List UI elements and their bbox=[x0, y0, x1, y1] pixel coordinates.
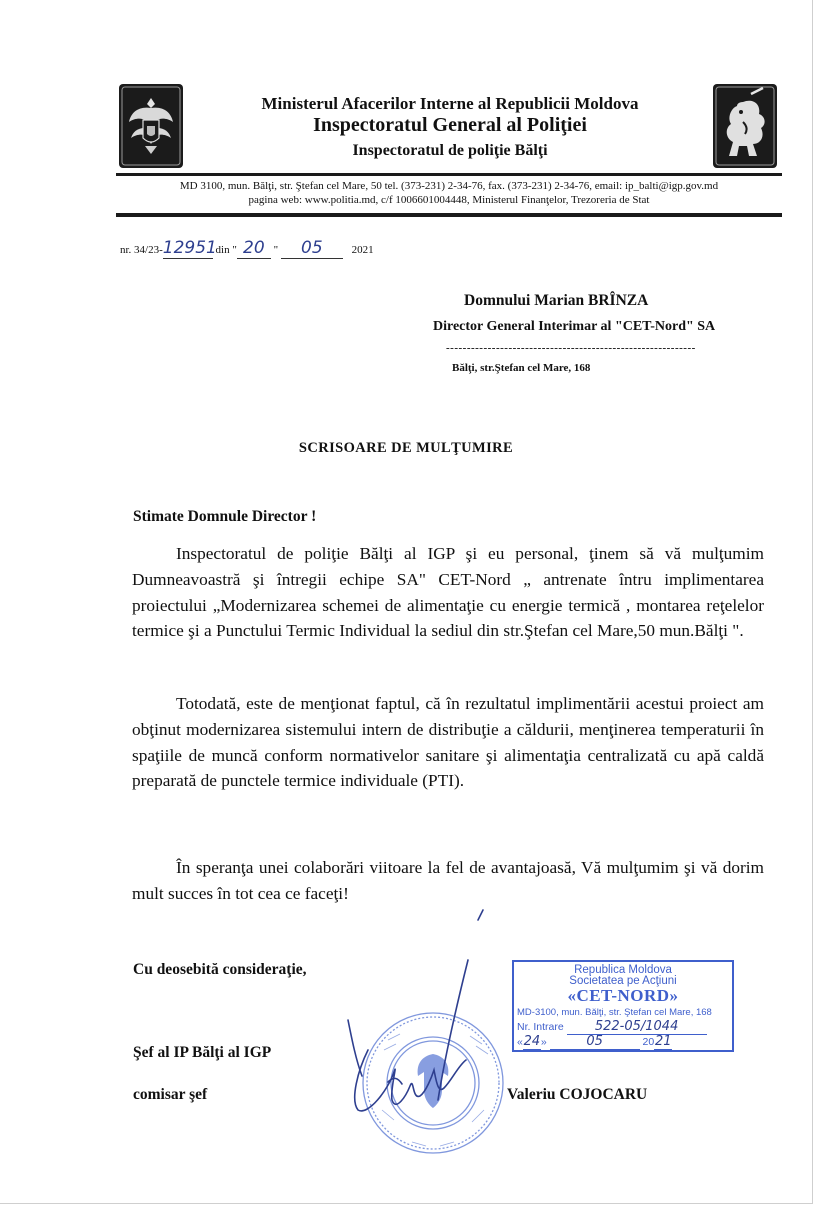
stamp-company-type: Societatea pe Acţiuni bbox=[569, 975, 677, 987]
registration-line bbox=[120, 238, 374, 259]
letter-title: SCRISOARE DE MULŢUMIRE bbox=[298, 440, 514, 456]
inspectorate-general-name: Inspectoratul General al Poliţiei bbox=[313, 114, 587, 136]
stamp-intrare-value: 522-05/1044 bbox=[567, 1019, 707, 1035]
salutation: Stimate Domnule Director ! bbox=[133, 508, 317, 525]
paragraph-1-text: Inspectoratul de poliţie Bălţi al IGP şi eu personal, ţinem să vă mulţumim Dumneavoastră şi întregii echipe SA" CET-Nord „ antrenate întru implimentarea proiectului „Modernizarea schemei de alimentaţie cu energie termică , montarea reţelelor termice şi a Punctului Termic Individual la sediul din str.Ştefan cel Mare,50 mun.Bălţi ". bbox=[132, 544, 764, 641]
stamp-address: MD-3100, mun. Bălţi, str. Ştefan cel Mare, 168 bbox=[517, 1007, 712, 1018]
stamp-country: Republica Moldova bbox=[574, 964, 672, 976]
reg-month: 05 bbox=[281, 238, 343, 259]
signer-title-2: comisar şef bbox=[133, 1086, 208, 1103]
recipient-name: Domnului Marian BRÎNZA bbox=[464, 292, 649, 309]
contact-line-1: MD 3100, mun. Bălţi, str. Ştefan cel Mare, 50 tel. (373-231) 2-34-76, fax. (373-231) 2-34-76, email: ip_balti@igp.gov.md bbox=[179, 180, 719, 192]
stamp-intrare-label: Nr. Intrare bbox=[517, 1021, 564, 1033]
stamp-day: 24 bbox=[523, 1034, 541, 1049]
local-inspectorate-name: Inspectoratul de poliţie Bălţi bbox=[352, 142, 548, 159]
balti-coat-of-arms-icon bbox=[713, 84, 777, 168]
contact-line-2: pagina web: www.politia.md, c/f 1006601004448, Ministerul Finanţelor, Trezoreria de Stat bbox=[248, 194, 650, 206]
stamp-intrare-row bbox=[517, 1019, 707, 1035]
stamp-company-name: «CET-NORD» bbox=[567, 986, 679, 1005]
stamp-year-prefix: 20 bbox=[642, 1036, 655, 1048]
stamp-year-suffix: 21 bbox=[654, 1034, 672, 1049]
ministry-name: Ministerul Afacerilor Interne al Republicii Moldova bbox=[261, 94, 639, 113]
paragraph-3-text: În speranţa unei colaborări viitoare la fel de avantajoasă, Vă mulţumim şi vă dorim mult succes în tot cea ce faceţi! bbox=[132, 858, 764, 903]
stamp-date-row bbox=[517, 1034, 672, 1050]
header-rule-top bbox=[116, 173, 782, 176]
handwritten-signature-icon bbox=[328, 900, 518, 1120]
closing-phrase: Cu deosebită consideraţie, bbox=[133, 961, 307, 978]
reg-din-label: din " bbox=[215, 244, 237, 256]
stamp-day-open: « bbox=[517, 1036, 523, 1048]
reg-prefix: nr. 34/23- bbox=[120, 244, 163, 256]
recipient-position: Director General Interimar al "CET-Nord" SA bbox=[433, 319, 716, 334]
header-rule-bottom bbox=[116, 213, 782, 217]
recipient-dashes: ------------------------------------------------------------ bbox=[446, 342, 696, 354]
recipient-address: Bălţi, str.Ştefan cel Mare, 168 bbox=[452, 362, 591, 374]
reg-day: 20 bbox=[237, 238, 271, 259]
paragraph-2-text: Totodată, este de menţionat faptul, că în rezultatul implimentării acestui proiect am obţinut modernizarea sistemului intern de distribuţie a căldurii, menţinerea temperaturii în spaţiile de muncă conform normativelor sanitare şi alimentaţia centralizată cu apă caldă preparată de punctele termice individuale (PTI). bbox=[132, 694, 764, 791]
signer-name: Valeriu COJOCARU bbox=[507, 1086, 648, 1103]
entry-registration-stamp bbox=[512, 960, 734, 1052]
reg-quote: " bbox=[273, 244, 279, 256]
stamp-month: 05 bbox=[550, 1034, 640, 1050]
paragraph-2 bbox=[132, 691, 764, 794]
signer-title-1: Şef al IP Bălţi al IGP bbox=[133, 1044, 272, 1061]
reg-year: 2021 bbox=[351, 244, 374, 256]
paragraph-3 bbox=[132, 855, 764, 907]
paragraph-1 bbox=[132, 541, 764, 644]
stamp-day-close: » bbox=[540, 1036, 547, 1048]
moldova-coat-of-arms-icon bbox=[119, 84, 183, 168]
reg-number: 12951 bbox=[162, 238, 217, 258]
